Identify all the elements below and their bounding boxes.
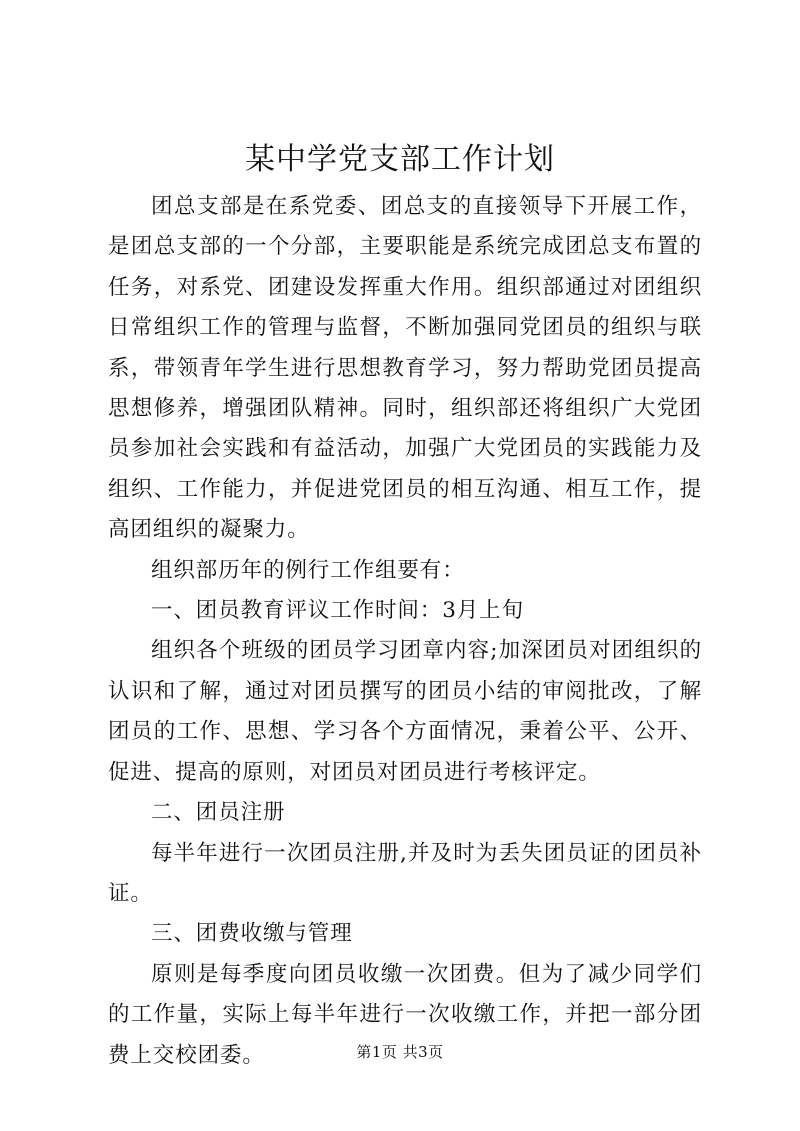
document-body — [108, 187, 702, 1076]
paragraph-dues-collection: 原则是每季度向团员收缴一次团费。但为了减少同学们的工作量，实际上每半年进行一次收缴工作，并把一部分团费上交校团委。 — [108, 961, 702, 1068]
section-heading-member-education: 一、团员教育评议工作时间：3月上旬 — [151, 598, 524, 624]
paragraph-member-education: 组织各个班级的团员学习团章内容;加深团员对团组织的认识和了解，通过对团员撰写的团员小结的审阅批改，了解团员的工作、思想、学习各个方面情况，秉着公平、公开、促进、提高的原则，对团员对团员进行考核评定。 — [108, 638, 702, 785]
document-title: 某中学党支部工作计划 — [245, 142, 555, 177]
section-heading-member-registration: 二、团员注册 — [151, 800, 286, 826]
page-number-footer: 第1页 共3页 — [356, 1043, 444, 1061]
section-heading-dues-collection: 三、团费收缴与管理 — [151, 921, 353, 947]
paragraph-intro: 团总支部是在系党委、团总支的直接领导下开展工作，是团总支部的一个分部，主要职能是系统完成团总支布置的任务，对系党、团建设发挥重大作用。组织部通过对团组织日常组织工作的管理与监督，不断加强同党团员的组织与联系，带领青年学生进行思想教育学习，努力帮助党团员提高思想修养，增强团队精神。同时，组织部还将组织广大党团员参加社会实践和有益活动，加强广大党团员的实践能力及组织、工作能力，并促进党团员的相互沟通、相互工作，提高团组织的凝聚力。 — [108, 194, 702, 543]
paragraph-member-registration: 每半年进行一次团员注册,并及时为丢失团员证的团员补证。 — [108, 840, 702, 906]
paragraph-routine-work-heading: 组织部历年的例行工作组要有： — [151, 557, 465, 583]
